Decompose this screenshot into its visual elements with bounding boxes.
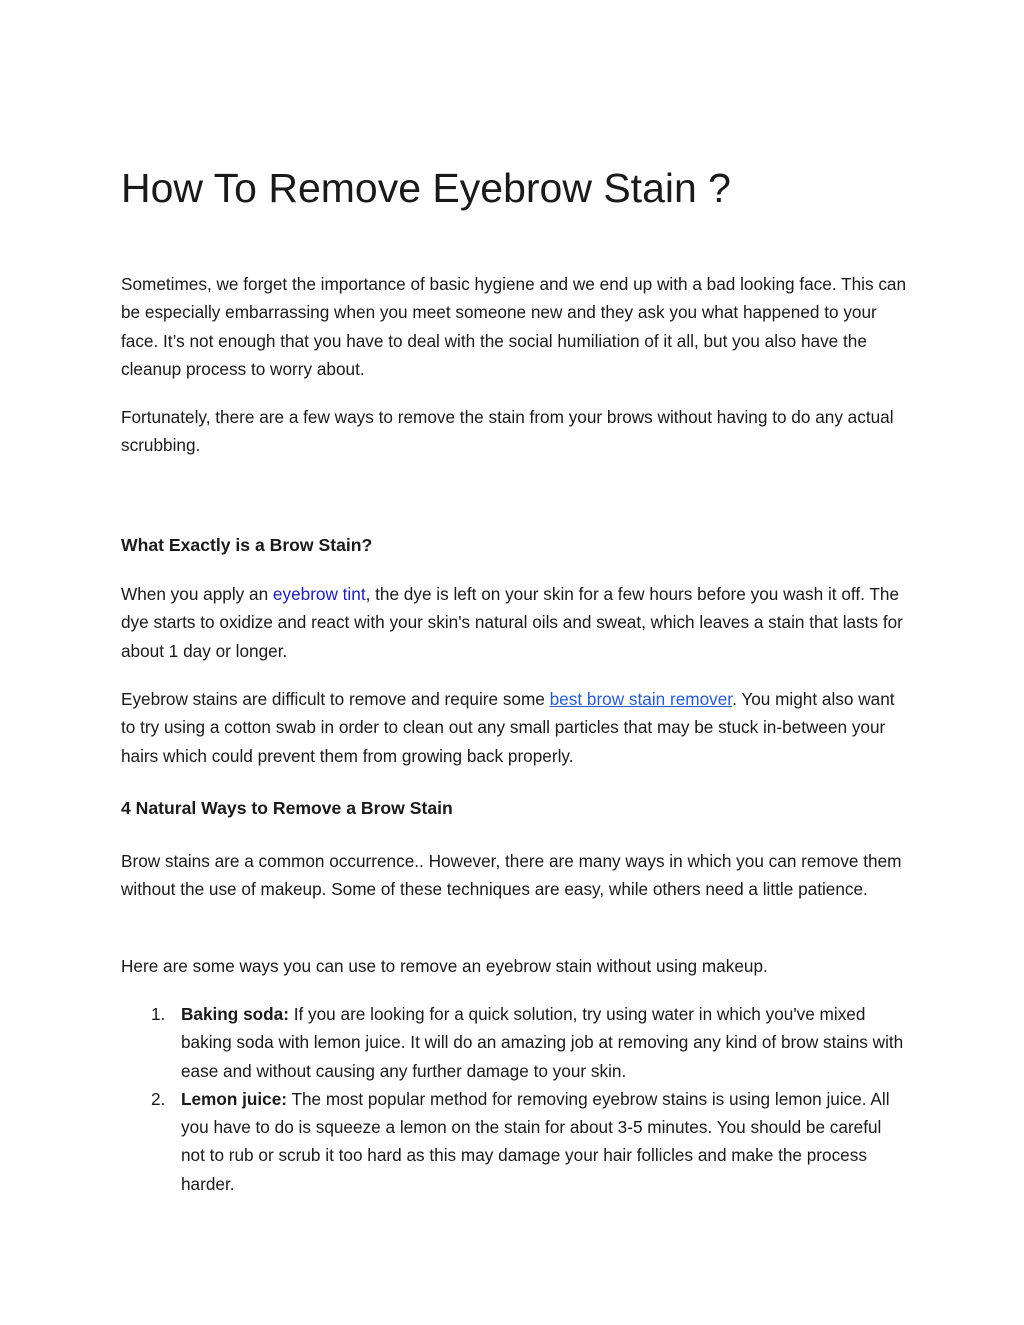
section1-p1-before: When you apply an — [121, 584, 273, 604]
section-heading-brow-stain: What Exactly is a Brow Stain? — [121, 535, 373, 555]
section2-paragraph-2: Here are some ways you can use to remove an eyebrow stain without using makeup. — [121, 956, 768, 976]
list-item — [121, 1085, 907, 1198]
section1-p2-after: . You might also want to try using a cotton swab in order to clean out any small particles that may be stuck in-between your hairs which could prevent them from growing back properly. — [121, 689, 895, 766]
section1-p1-after: , the dye is left on your skin for a few hours before you wash it off. The dye starts to oxidize and react with your skin's natural oils and sweat, which leaves a stain that lasts for about 1 day or longer. — [121, 584, 903, 661]
methods-list — [121, 1000, 907, 1198]
list-item-number: 1. — [151, 1004, 166, 1024]
section-heading-natural-ways: 4 Natural Ways to Remove a Brow Stain — [121, 798, 453, 818]
intro-paragraph-2: Fortunately, there are a few ways to remove the stain from your brows without having to do any actual scrubbing. — [121, 407, 894, 456]
section1-paragraph-2 — [121, 685, 907, 770]
section2-paragraph-1: Brow stains are a common occurrence.. However, there are many ways in which you can remove them without the use of makeup. Some of these techniques are easy, while others need a little patience. — [121, 851, 902, 900]
section1-paragraph-1 — [121, 580, 907, 665]
list-item-number: 2. — [151, 1088, 166, 1109]
best-brow-stain-remover-link[interactable]: best brow stain remover — [549, 689, 733, 709]
list-item-text: The most popular method for removing eyebrow stains is using lemon juice. All you have to do is squeeze a lemon on the stain for about 3-5 minutes. You should be careful not to rub or scrub it too hard as this may damage your hair follicles and make the process harder. — [181, 1088, 890, 1194]
list-item — [121, 1000, 907, 1085]
eyebrow-tint-link[interactable]: eyebrow tint — [272, 584, 366, 604]
list-item-text: If you are looking for a quick solution, try using water in which you've mixed baking soda with lemon juice. It will do an amazing job at removing any kind of brow stains with ease and without causing any further damage to your skin. — [181, 1004, 904, 1081]
page-title: How To Remove Eyebrow Stain ? — [121, 165, 731, 211]
list-item-label: Baking soda: — [181, 1004, 289, 1024]
section1-p2-before: Eyebrow stains are difficult to remove and require some — [121, 689, 550, 709]
intro-paragraph-1: Sometimes, we forget the importance of basic hygiene and we end up with a bad looking face. This can be especially embarrassing when you meet someone new and they ask you what happened to your face. It’s not enough that you have to deal with the social humiliation of it all, but you also have the cleanup process to worry about. — [121, 274, 907, 379]
list-item-label: Lemon juice: — [181, 1088, 288, 1109]
